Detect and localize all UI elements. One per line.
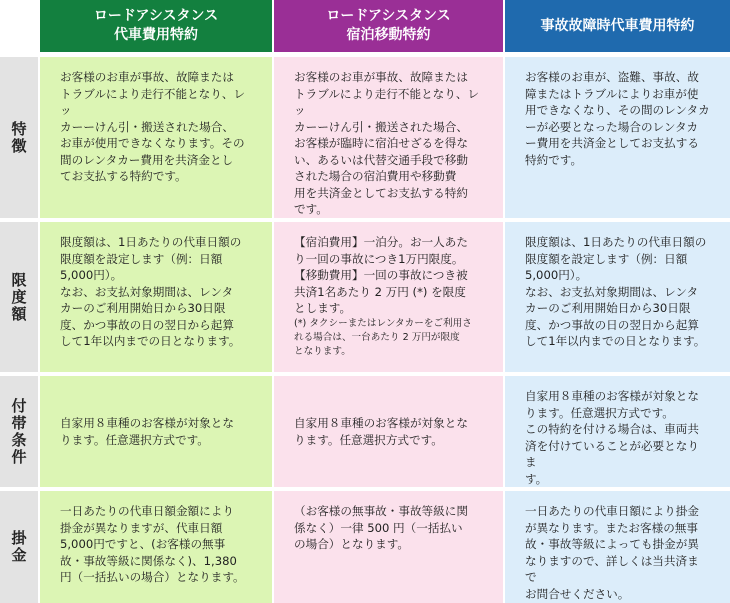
header-road-assistance-car-rental: [40, 0, 272, 52]
row-label-conditions: [0, 376, 38, 487]
row-label-features: [0, 57, 38, 218]
cell-premium-col1: 一日あたりの代車日額金額により 掛金が異なりますが、代車日額 5,000円ですと、(お客様の無事 故・事故等級に関係なく)、1,380 円（一括払いの場合）となります。: [40, 491, 272, 603]
cell-features-col1: お客様のお車が事故、故障または トラブルにより走行不能となり、レッ カーーけん引・搬送された場合、 お車が使用できなくなります。その 間のレンタカー費用を共済金とし てお支払する特約です。: [40, 57, 272, 218]
row-label-text: 限度額: [9, 271, 28, 323]
cell-premium-col2: （お客様の無事故・事故等級に関 係なく）一律 500 円（一括払い の場合）となります。: [274, 491, 503, 603]
row-label-text: 特徴: [9, 120, 28, 155]
header-accident-breakdown-car-rental: [505, 0, 730, 52]
cell-limit-col3: 限度額は、1日あたりの代車日額の 限度額を設定します（例：日額 5,000円）。 なお、お支払対象期間は、レンタ カーのご利用開始日から30日限 度、かつ事故の日の翌日から起算 して1年以内までの日となります。: [505, 222, 730, 372]
row-label-limit: [0, 222, 38, 372]
header-line-2: 代車費用特約: [114, 27, 198, 43]
cell-conditions-col2: 自家用８車種のお客様が対象とな ります。任意選択方式です。: [274, 376, 503, 487]
header-road-assistance-lodging: [274, 0, 503, 52]
cell-features-col3: お客様のお車が、盗難、事故、故 障またはトラブルによりお車が使 用できなくなり、その間のレンタカ ーが必要となった場合のレンタカ ー費用を共済金としてお支払する 特約です。: [505, 57, 730, 218]
cell-conditions-col3: 自家用８車種のお客様が対象とな ります。任意選択方式です。 この特約を付ける場合は、車両共 済を付けていることが必要となりま す。: [505, 376, 730, 487]
header-line-1: ロードアシスタンス: [93, 8, 219, 24]
cell-limit-col1: 限度額は、1日あたりの代車日額の 限度額を設定します（例：日額 5,000円）。 なお、お支払対象期間は、レンタ カーのご利用開始日から30日限 度、かつ事故の日の翌日から起算 して1年以内までの日となります。: [40, 222, 272, 372]
row-label-text: 付帯条件: [9, 397, 28, 466]
cell-features-col2: お客様のお車が事故、故障または トラブルにより走行不能となり、レッ カーーけん引・搬送された場合、 お客様が臨時に宿泊せざるを得な い、あるいは代替交通手段で移動 された場合の宿泊費用や移動費 用を共済金としてお支払する特約 です。: [274, 57, 503, 218]
cell-conditions-col1: 自家用８車種のお客様が対象とな ります。任意選択方式です。: [40, 376, 272, 487]
header-line-1: 事故故障時代車費用特約: [540, 17, 695, 34]
row-label-text: 掛金: [9, 530, 28, 564]
limit-footnote: (*) タクシーまたはレンタカーをご利用さ れる場合は、一台あたり 2 万円が限度 となります。: [294, 317, 472, 357]
header-line-1: ロードアシスタンス: [326, 8, 451, 24]
limit-main-text: 【宿泊費用】一泊分。お一人あた り一回の事故につき1万円限度。 【移動費用】一回の事故につき被 共済1名あたり 2 万円 (*) を限度 とします。: [294, 235, 468, 315]
row-label-premium: [0, 491, 38, 603]
cell-limit-col2: [274, 222, 503, 372]
header-line-2: 宿泊移動特約: [346, 27, 431, 43]
cell-premium-col3: 一日あたりの代車日額により掛金 が異なります。またお客様の無事 故・事故等級によっても掛金が異 なりますので、詳しくは当共済まで お問合せください。: [505, 491, 730, 603]
